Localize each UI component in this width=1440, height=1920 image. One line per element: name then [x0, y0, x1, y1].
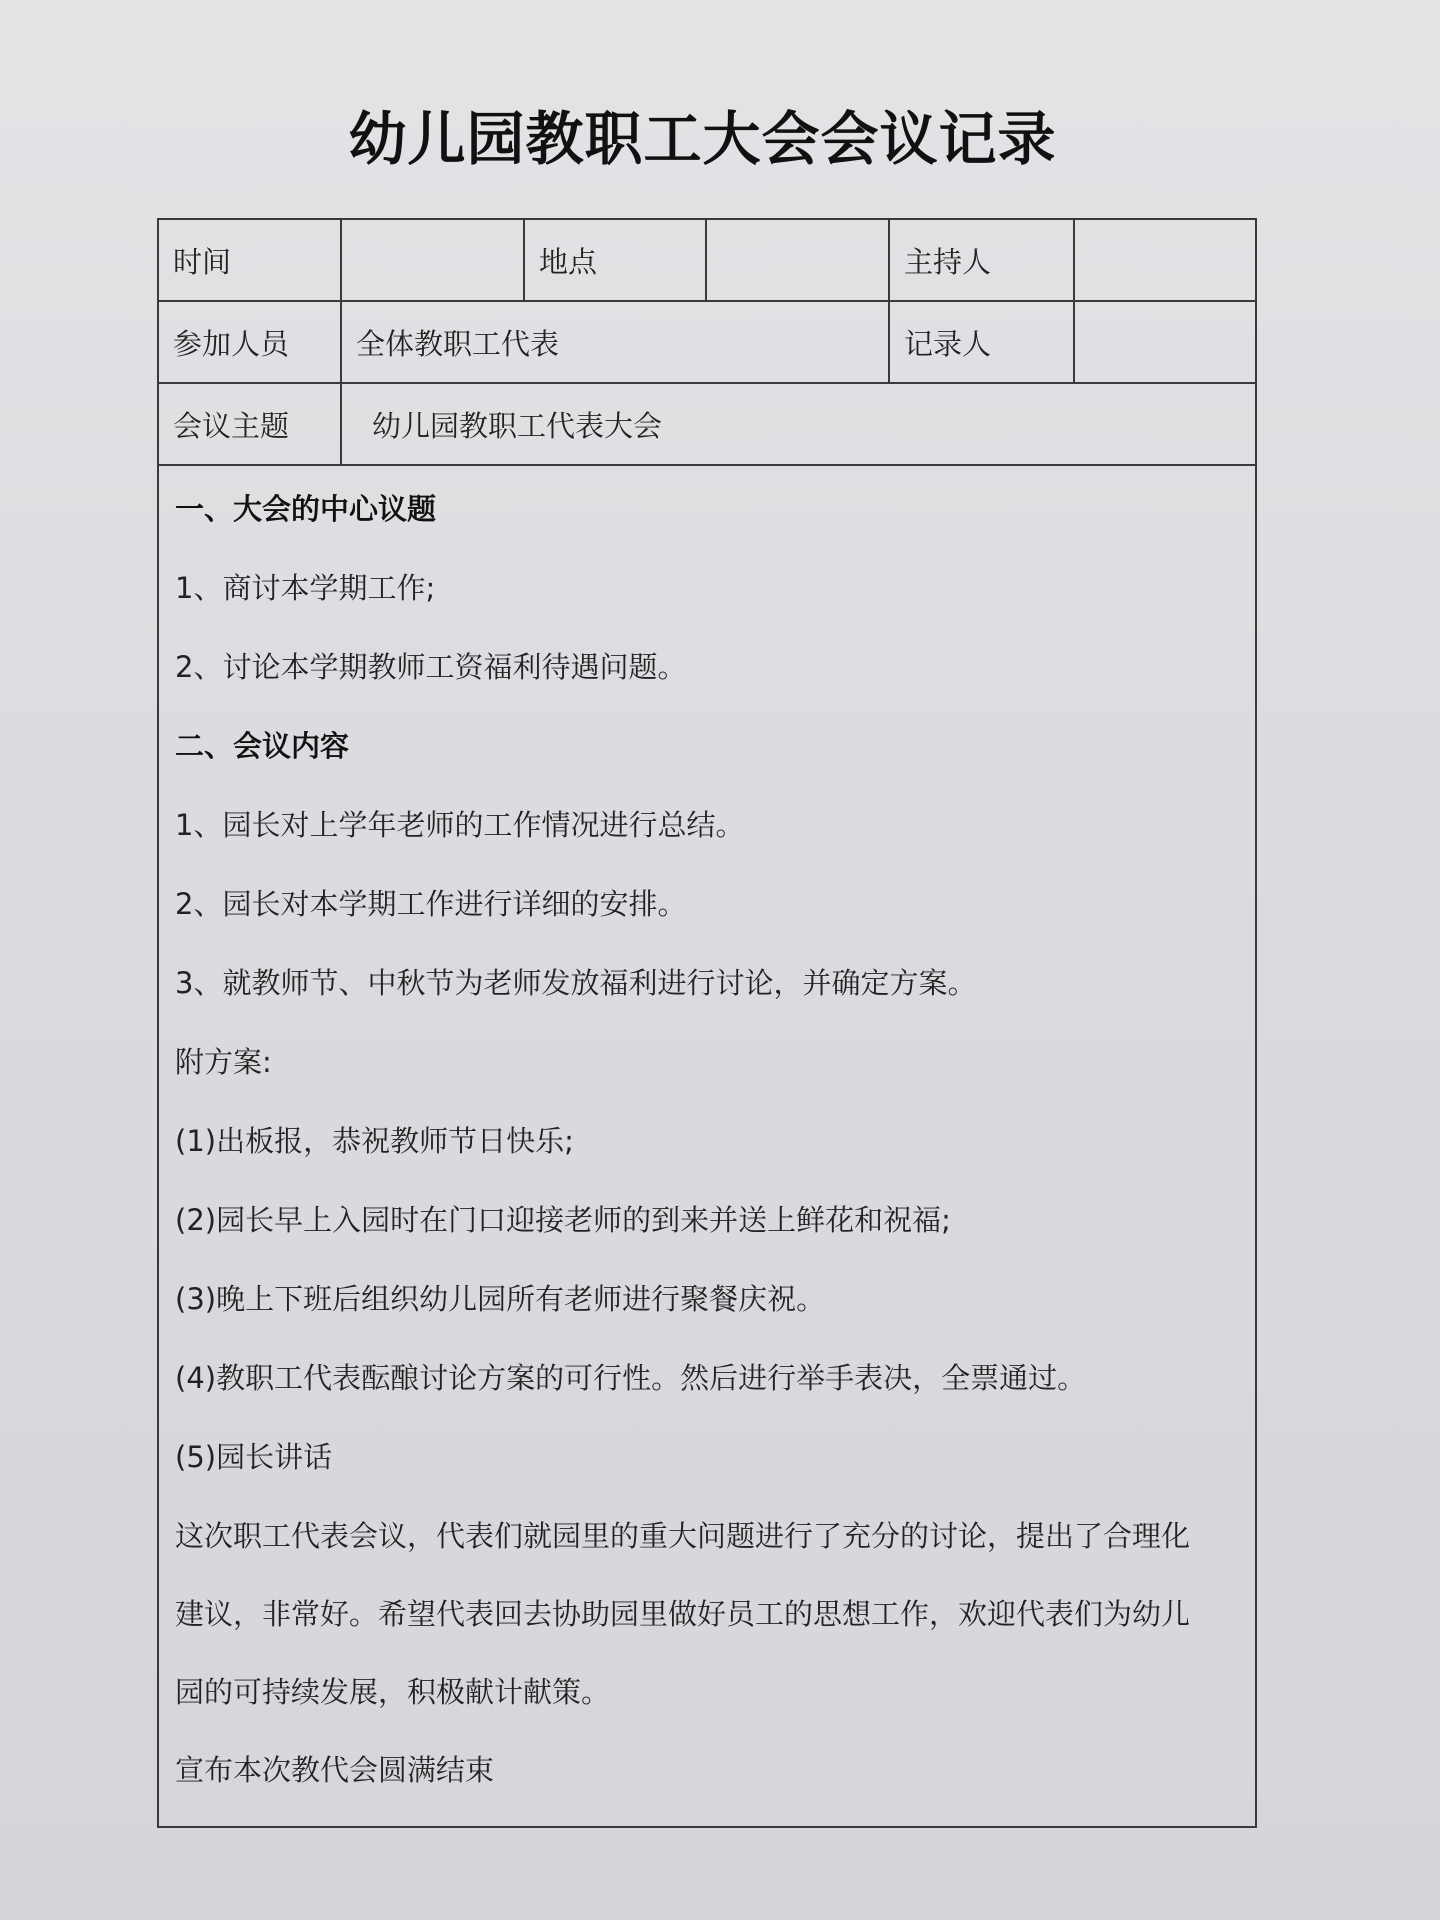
content-line: 园的可持续发展，积极献计献策。: [175, 1675, 611, 1709]
topic-value: 幼儿园教职工代表大会: [341, 383, 1255, 465]
content-line: (2)园长早上入园时在门口迎接老师的到来并送上鲜花和祝福;: [175, 1203, 951, 1237]
content-line: 2、园长对本学期工作进行详细的安排。: [175, 887, 687, 921]
content-line: (1)出板报，恭祝教师节日快乐;: [175, 1124, 574, 1158]
section-heading-agenda: 一、大会的中心议题: [175, 492, 437, 526]
content-line: (3)晚上下班后组织幼儿园所有老师进行聚餐庆祝。: [175, 1282, 826, 1316]
recorder-value: [1074, 301, 1255, 383]
content-line: 1、商讨本学期工作;: [175, 571, 436, 605]
record-form: [157, 218, 1257, 1828]
content-line: 3、就教师节、中秋节为老师发放福利进行讨论，并确定方案。: [175, 966, 977, 1000]
content-line: (4)教职工代表酝酿讨论方案的可行性。然后进行举手表决，全票通过。: [175, 1361, 1087, 1395]
recorder-label: 记录人: [889, 301, 1074, 383]
topic-label: 会议主题: [159, 383, 341, 465]
content-line: 这次职工代表会议，代表们就园里的重大问题进行了充分的讨论，提出了合理化: [175, 1519, 1191, 1553]
info-row-attendees: [159, 301, 1255, 383]
content-line: 建议，非常好。希望代表回去协助园里做好员工的思想工作，欢迎代表们为幼儿: [175, 1597, 1191, 1631]
place-label: 地点: [524, 220, 706, 301]
info-row-topic: [159, 383, 1255, 465]
time-value: [341, 220, 524, 301]
place-value: [706, 220, 889, 301]
attendees-value: 全体教职工代表: [341, 301, 889, 383]
attendees-label: 参加人员: [159, 301, 341, 383]
document-title: 幼儿园教职工大会会议记录: [348, 105, 1057, 173]
info-row-time: [159, 220, 1255, 301]
content-line: 宣布本次教代会圆满结束: [175, 1753, 495, 1787]
section-heading-content: 二、会议内容: [175, 729, 350, 763]
time-label: 时间: [159, 220, 341, 301]
host-label: 主持人: [889, 220, 1074, 301]
content-line: 2、讨论本学期教师工资福利待遇问题。: [175, 650, 687, 684]
meeting-content: [175, 470, 1250, 1809]
info-table: [159, 220, 1255, 466]
content-line: 1、园长对上学年老师的工作情况进行总结。: [175, 808, 745, 842]
content-line: (5)园长讲话: [175, 1440, 333, 1474]
host-value: [1074, 220, 1255, 301]
content-line: 附方案:: [175, 1045, 272, 1079]
